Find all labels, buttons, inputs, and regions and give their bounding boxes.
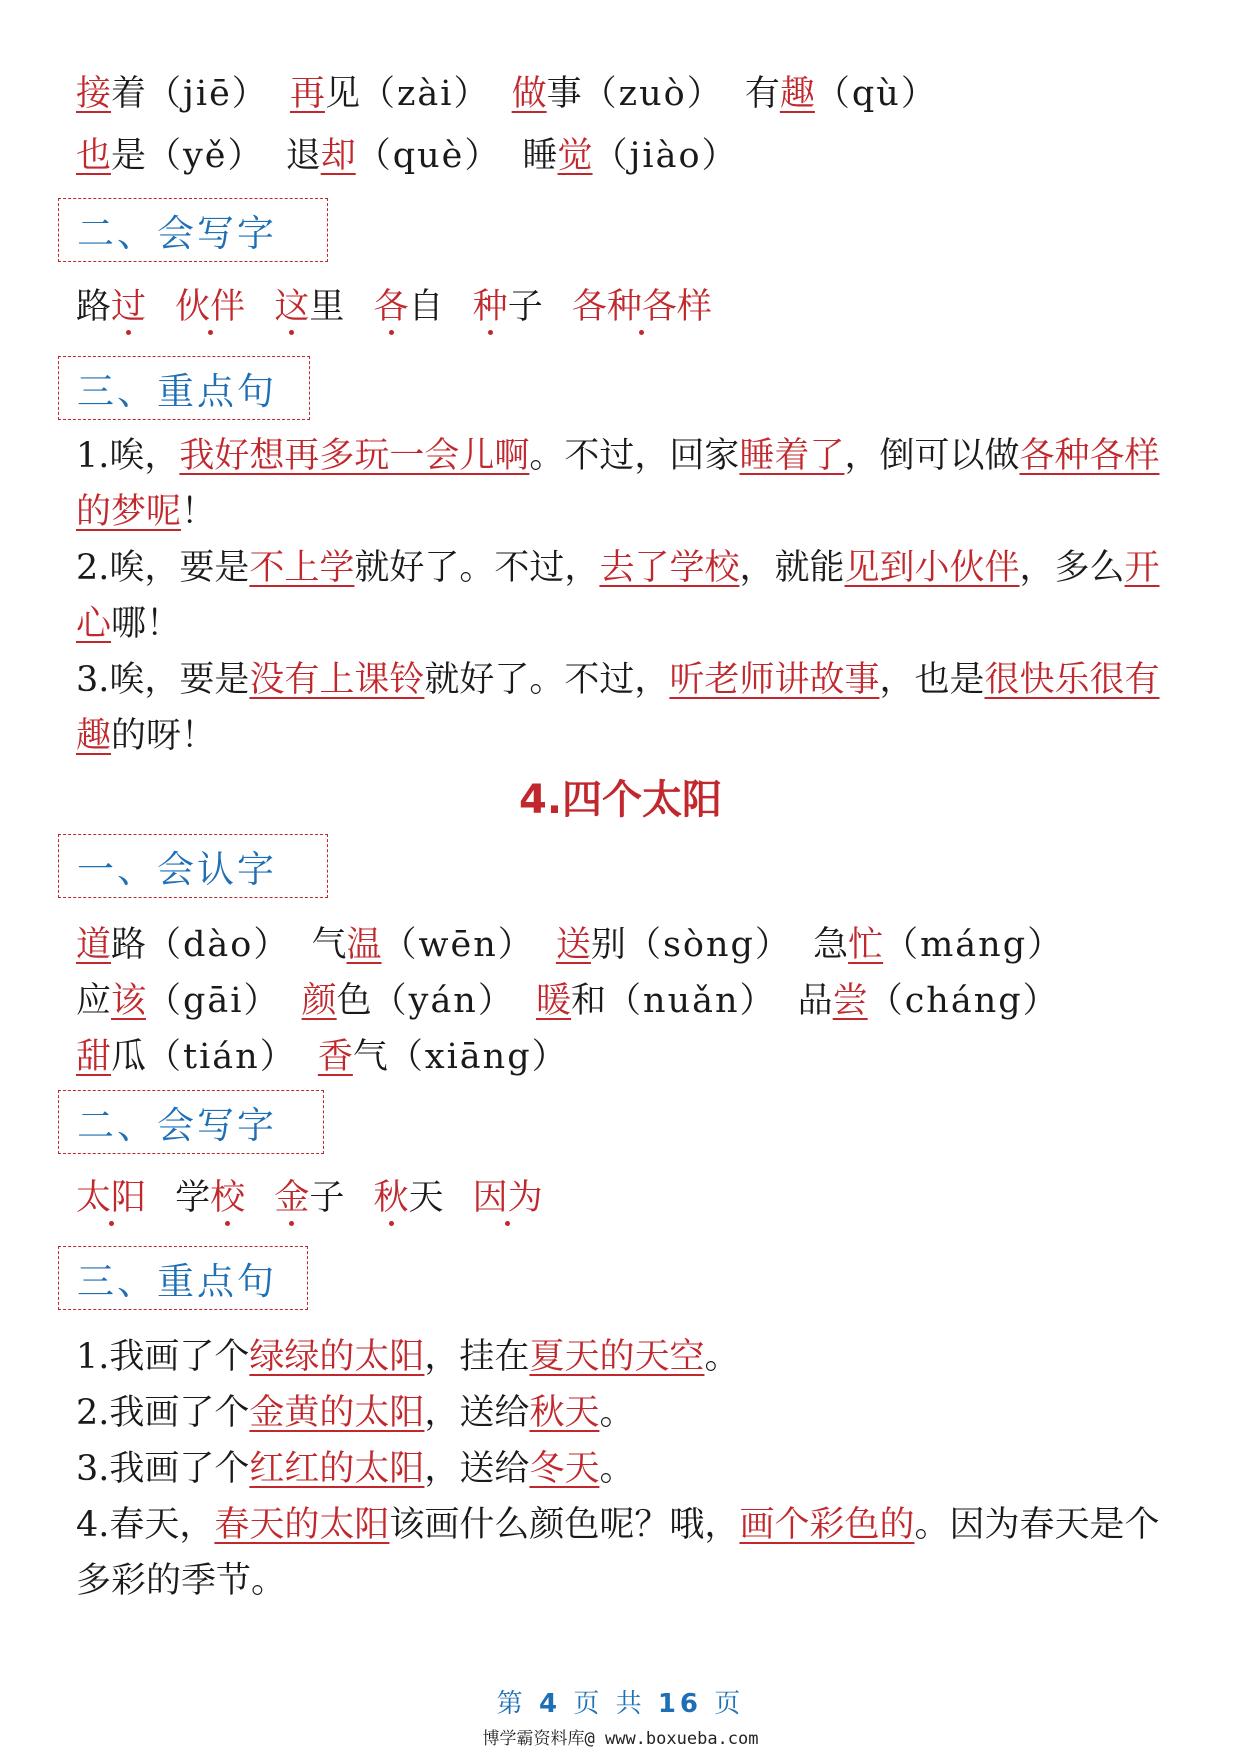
pinyin-item: 品尝（cháng） (797, 981, 1060, 1021)
section-heading-write: 二、会写字 (58, 198, 328, 262)
key-sentence-1: 1.我画了个绿绿的太阳，挂在夏天的天空。 (76, 1337, 740, 1377)
pinyin-item: 退却（què） (285, 136, 502, 176)
section-heading-sentences: 三、重点句 (58, 356, 310, 420)
pinyin-item: 再见（zài） (289, 74, 491, 114)
write-words-row (76, 287, 730, 327)
write-word: 种子 (472, 287, 543, 327)
pinyin-row-2 (76, 136, 749, 176)
pinyin-item: 暖和（nuǎn） (536, 981, 777, 1021)
write-word: 这里 (274, 287, 345, 327)
pinyin-row-1 (76, 925, 1074, 965)
pinyin-row-1 (76, 74, 948, 114)
pinyin-item: 也是（yě） (76, 136, 265, 176)
pinyin-row-3 (76, 1037, 579, 1077)
section-heading-write: 二、会写字 (58, 1090, 324, 1154)
pinyin-item: 有趣（qù） (744, 74, 938, 114)
site-watermark: 博学霸资料库@ www.boxueba.com (482, 1729, 759, 1749)
pinyin-item: 颜色（yán） (301, 981, 515, 1021)
section-heading-sentences: 三、重点句 (58, 1246, 308, 1310)
write-word: 太阳 (76, 1178, 147, 1218)
key-sentence-1: 1.唉，我好想再多玩一会儿啊。不过，回家睡着了，倒可以做各种各样的梦呢！ (76, 436, 1160, 532)
key-sentence-4: 4.春天，春天的太阳该画什么颜色呢？哦，画个彩色的。因为春天是个多彩的季节。 (76, 1505, 1160, 1601)
page-number: 第 4 页 共 16 页 (496, 1689, 745, 1719)
key-sentence-3: 3.唉，要是没有上课铃就好了。不过，听老师讲故事，也是很快乐很有趣的呀！ (76, 660, 1160, 756)
key-sentence-3: 3.我画了个红红的太阳，送给冬天。 (76, 1449, 635, 1489)
write-word: 学校 (175, 1178, 246, 1218)
pinyin-item: 甜瓜（tián） (76, 1037, 297, 1077)
write-words-row (76, 1178, 561, 1218)
pinyin-item: 香气（xiāng） (317, 1037, 569, 1077)
pinyin-item: 接着（jiē） (76, 74, 269, 114)
pinyin-item: 急忙（máng） (813, 925, 1065, 965)
write-word: 各自 (373, 287, 444, 327)
write-word: 秋天 (373, 1178, 444, 1218)
write-word: 各种各样 (571, 287, 712, 327)
lesson-title: 4.四个太阳 (518, 777, 723, 823)
key-sentence-2: 2.我画了个金黄的太阳，送给秋天。 (76, 1393, 635, 1433)
write-word: 金子 (274, 1178, 345, 1218)
write-word: 路过 (76, 287, 147, 327)
pinyin-item: 气温（wēn） (311, 925, 535, 965)
section-heading-read: 一、会认字 (58, 834, 328, 898)
write-word: 伙伴 (175, 287, 246, 327)
write-word: 因为 (472, 1178, 543, 1218)
pinyin-item: 送别（sòng） (555, 925, 792, 965)
key-sentence-2: 2.唉，要是不上学就好了。不过，去了学校，就能见到小伙伴，多么开心哪！ (76, 548, 1160, 644)
pinyin-row-2 (76, 981, 1070, 1021)
pinyin-item: 做事（zuò） (511, 74, 724, 114)
pinyin-item: 应该（gāi） (76, 981, 281, 1021)
pinyin-item: 睡觉（jiào） (522, 136, 739, 176)
pinyin-item: 道路（dào） (76, 925, 291, 965)
